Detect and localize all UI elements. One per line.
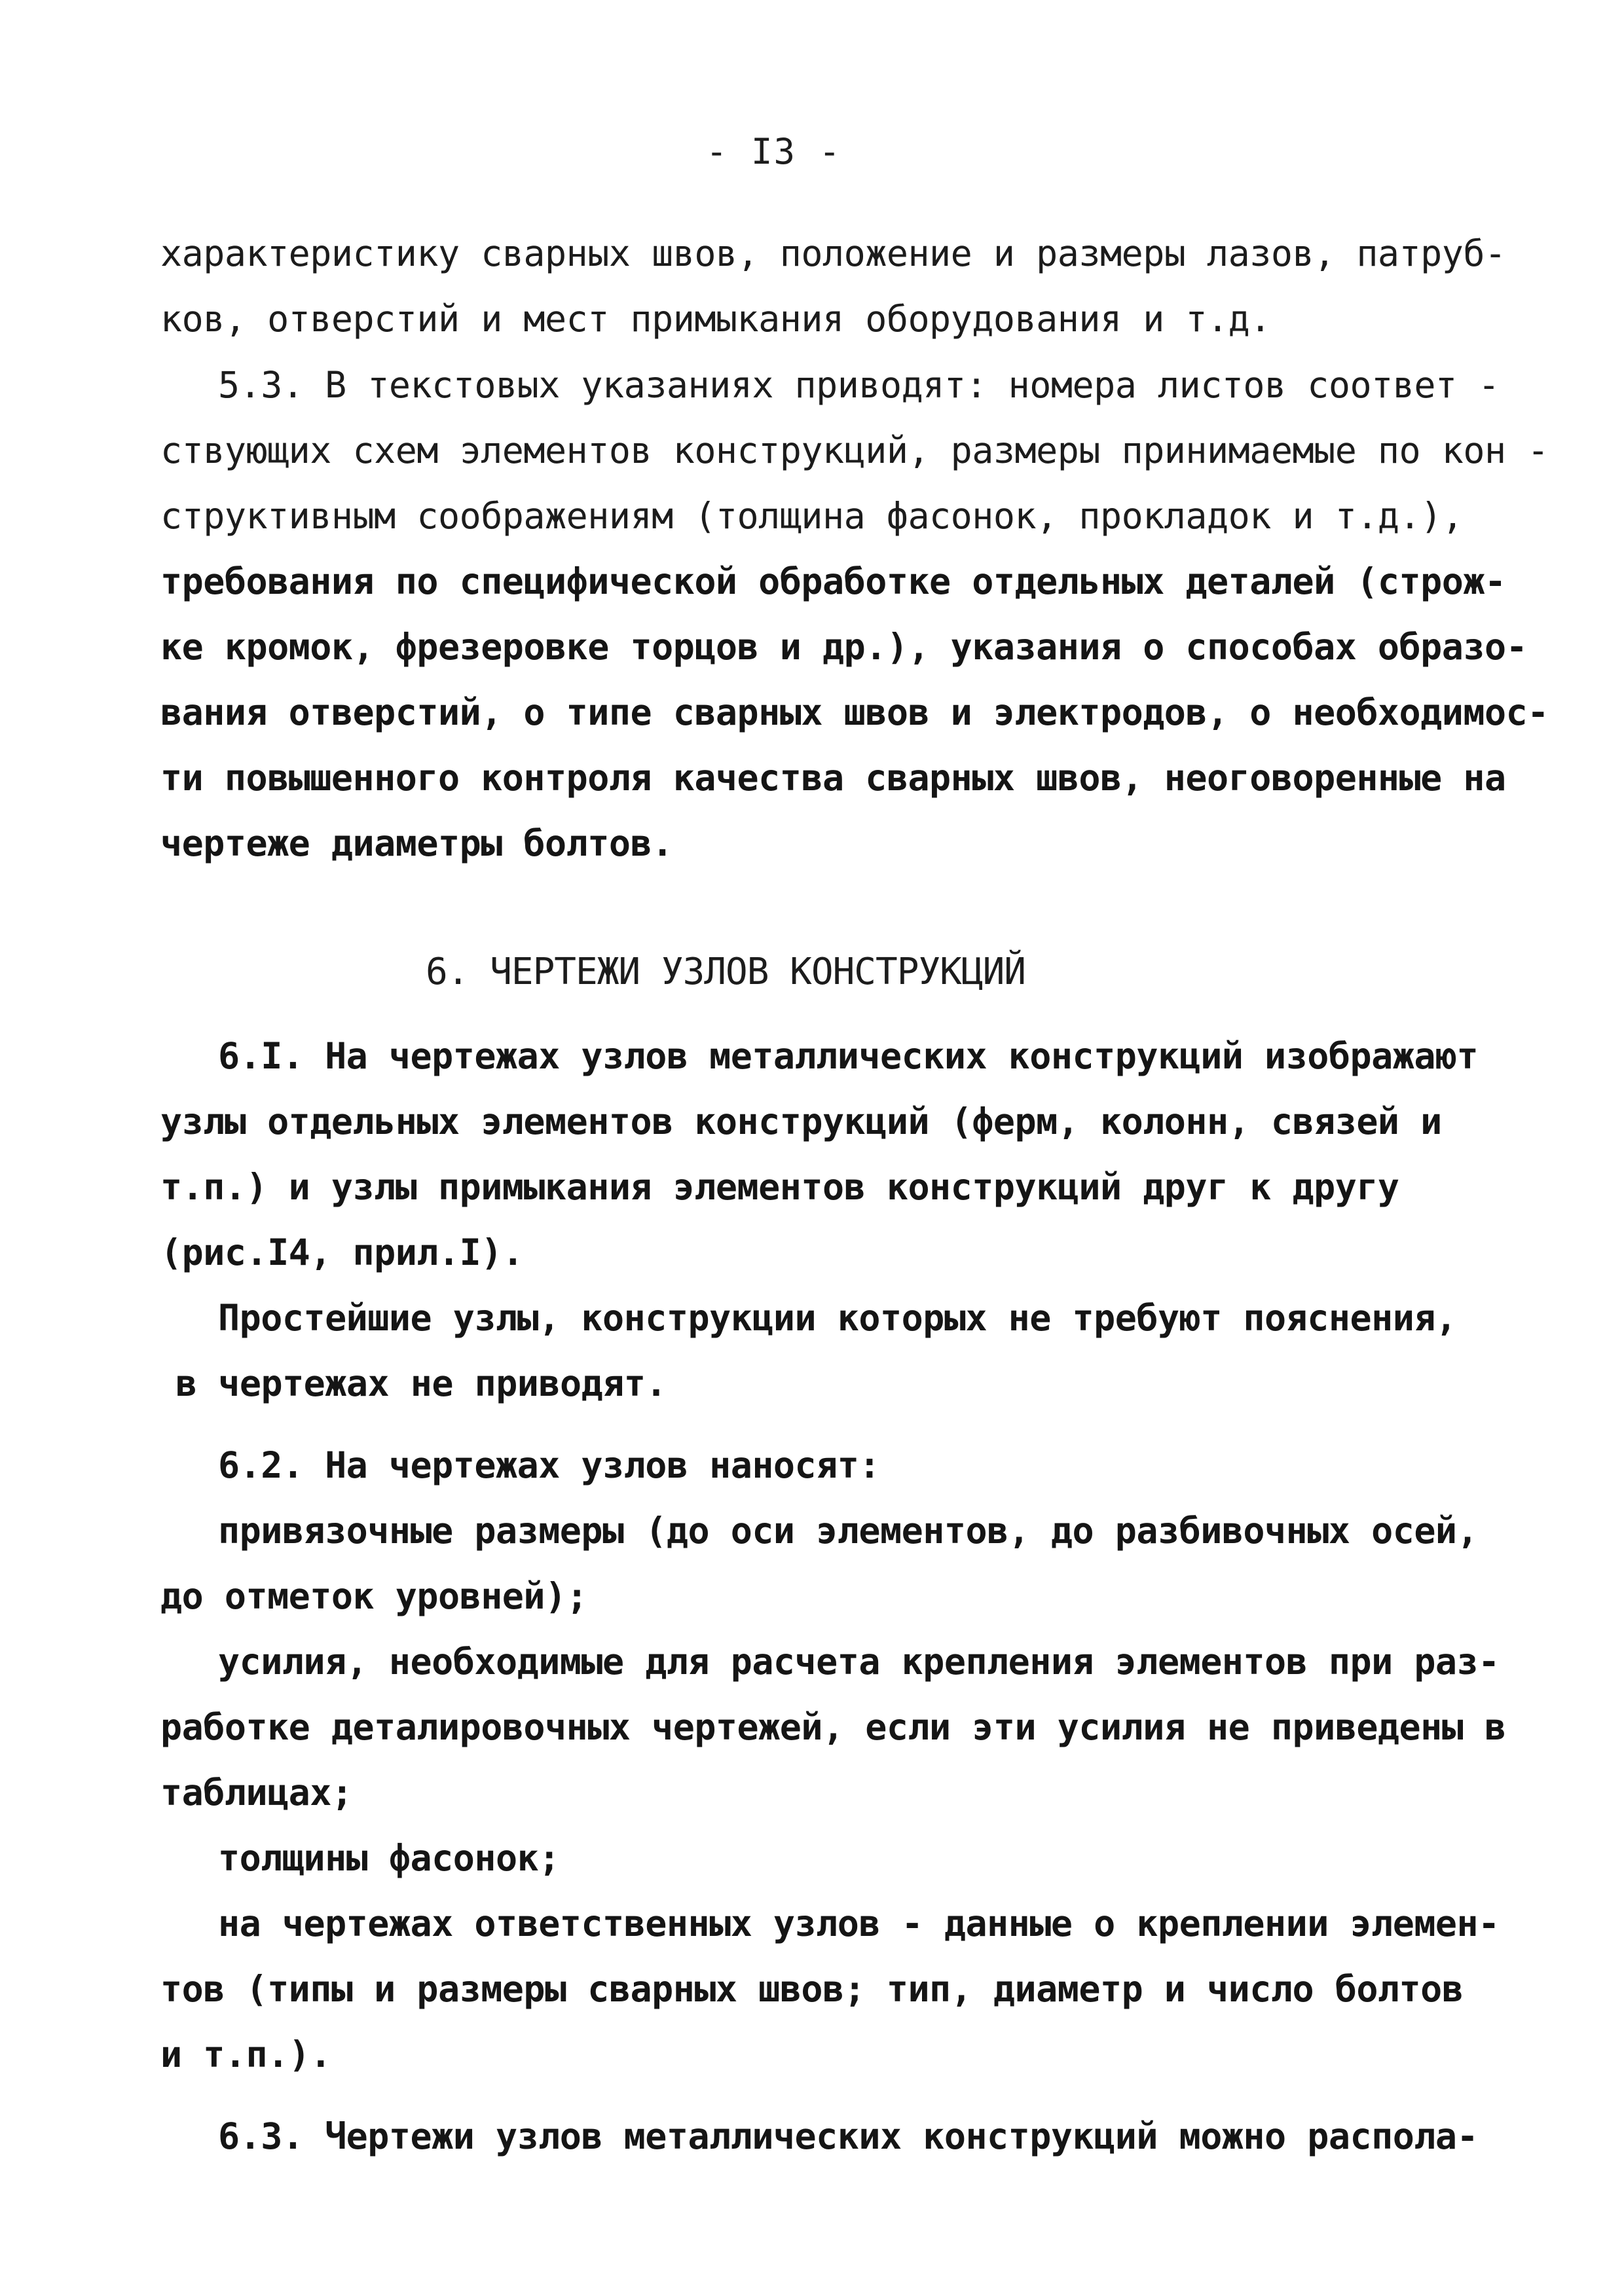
text-line: 6.3. Чертежи узлов металлических конструкций можно распола- — [218, 2115, 1479, 2157]
text-line: 5.3. В текстовых указаниях приводят: номера листов соответ - — [218, 364, 1500, 406]
text-line: ствующих схем элементов конструкций, размеры принимаемые по кон - — [160, 429, 1549, 471]
section-heading: 6. ЧЕРТЕЖИ УЗЛОВ КОНСТРУКЦИЙ — [426, 951, 1026, 993]
text-line: 6.2. На чертежах узлов наносят: — [218, 1444, 880, 1486]
text-line: ков, отверстий и мест примыкания оборудования и т.д. — [160, 298, 1271, 340]
text-line: (рис.I4, прил.I). — [160, 1231, 524, 1273]
text-line: ке кромок, фрезеровке торцов и др.), указания о способах образо- — [160, 626, 1528, 668]
text-line: требования по специфической обработке отдельных деталей (строж- — [160, 560, 1506, 602]
text-line: толщины фасонок; — [218, 1837, 560, 1879]
text-line: вания отверстий, о типе сварных швов и электродов, о необходимос- — [160, 691, 1549, 733]
text-line: на чертежах ответственных узлов - данные о креплении элемен- — [218, 1903, 1500, 1944]
text-line: характеристику сварных швов, положение и размеры лазов, патруб- — [160, 232, 1506, 274]
text-line: узлы отдельных элементов конструкций (ферм, колонн, связей и — [160, 1101, 1442, 1142]
text-line: 6.I. На чертежах узлов металлических конструкций изображают — [218, 1035, 1479, 1077]
text-line: таблицах; — [160, 1772, 353, 1813]
text-line: и т.п.). — [160, 2033, 331, 2075]
text-line: чертеже диаметры болтов. — [160, 822, 673, 864]
text-line: в чертежах не приводят. — [175, 1362, 667, 1404]
text-line: т.п.) и узлы примыкания элементов конструкций друг к другу — [160, 1166, 1399, 1208]
text-line: ти повышенного контроля качества сварных швов, неоговоренные на — [160, 757, 1506, 799]
page-number: - I3 - — [706, 131, 842, 172]
text-line: до отметок уровней); — [160, 1575, 588, 1617]
text-line: привязочные размеры (до оси элементов, до разбивочных осей, — [218, 1510, 1479, 1552]
text-line: усилия, необходимые для расчета крепления элементов при раз- — [218, 1641, 1500, 1683]
text-line: Простейшие узлы, конструкции которых не требуют пояснения, — [218, 1297, 1457, 1339]
text-line: структивным соображениям (толщина фасонок, прокладок и т.д.), — [160, 495, 1464, 537]
text-line: работке деталировочных чертежей, если эти усилия не приведены в — [160, 1706, 1506, 1748]
text-line: тов (типы и размеры сварных швов; тип, диаметр и число болтов — [160, 1968, 1464, 2010]
